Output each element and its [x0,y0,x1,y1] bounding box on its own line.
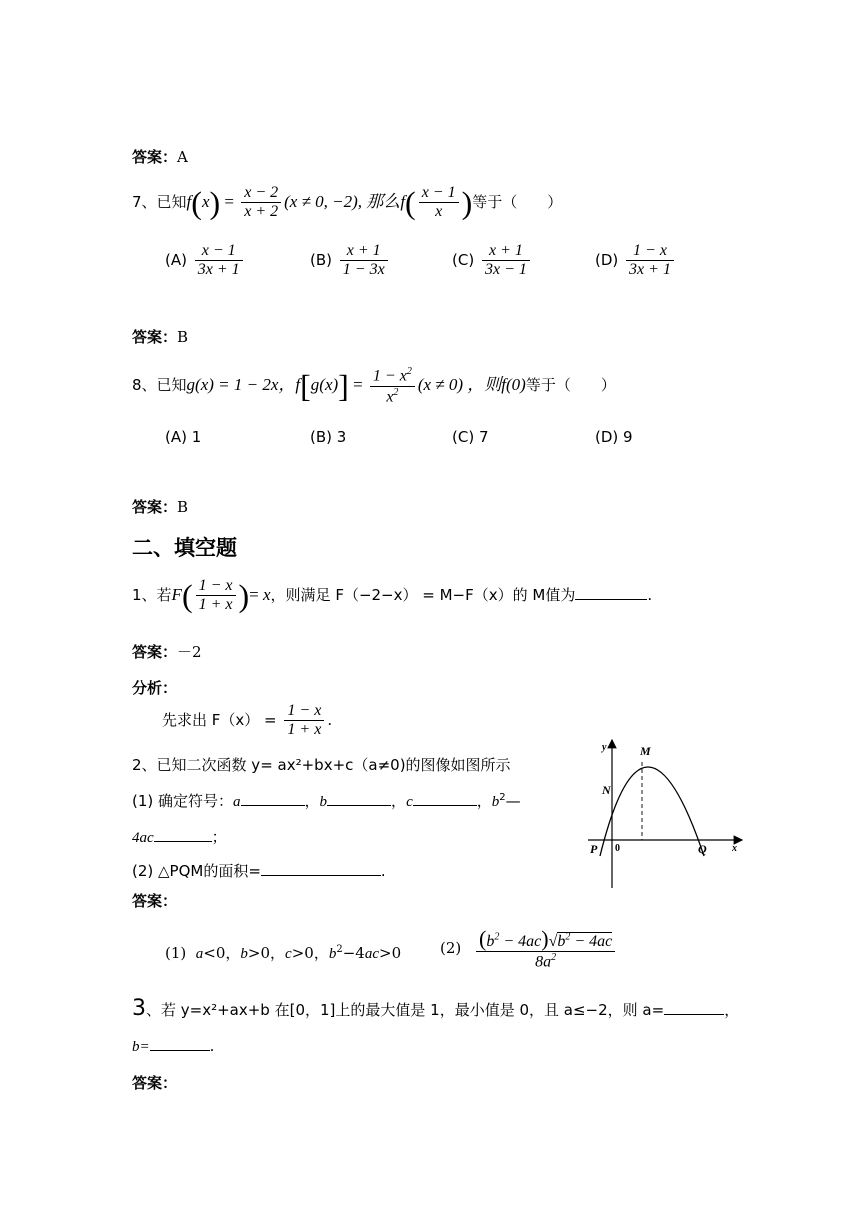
q7-option-a: (A) $\frac{x - 1}{3x + 1}$ [165,242,246,280]
fill-question-1: 1、若F( $\frac{1 - x}{1 + x}$ )= x，则满足 F（−2−x） = M−F（x）的 M值为 . [132,577,653,614]
q7-prefix: 7、已知 [132,192,187,211]
q7-option-c: (C) $\frac{x + 1}{3x - 1}$ [452,242,533,280]
question-8: 8、已知g(x) = 1 − 2x，f[g(x)] = $\frac{1 - x^2}{x^2}$ (x ≠ 0) ，则f(0)等于（ ） [132,366,616,406]
q7-option-d: (D) $\frac{1 - x}{3x + 1}$ [595,242,677,280]
analysis-label: 分析： [132,679,178,697]
blank-discriminant[interactable] [154,827,212,842]
label-M: M [640,744,651,758]
question-7: 7、已知f(x) = $\frac{x - 2}{x + 2}$ (x ≠ 0, −2), 那么f( $\frac{x - 1}{x}$ )等于（ ） [132,184,563,221]
y-label: y [602,742,607,753]
label-origin: 0 [615,843,620,854]
section-heading: 二、填空题 [132,536,237,560]
answer-f2-part2: (2) $\frac{(b^2 - 4ac)√b^2 - 4ac}{8a^2}$ [440,926,618,972]
f1-mid: ，则满足 F（−2−x） = M−F（x）的 M值为 [270,585,576,604]
q8-condition: (x ≠ 0) ，则 [417,375,502,395]
answer-value: A [177,148,188,166]
answer-f3-label: 答案： [132,1074,178,1092]
answer-6 [132,146,188,167]
q8-option-b: (B) 3 [310,428,347,446]
f2-part1-cont: 4ac ； [132,828,227,846]
q8-option-a: (A) 1 [165,428,202,446]
answer-f1: 答案：－2 [132,643,202,661]
parabola-graph [586,736,746,892]
q8-option-c: (C) 7 [452,428,489,446]
answer-f2-label: 答案： [132,892,178,910]
answer-label: 答案： [132,148,178,166]
answer-8: 答案：B [132,498,189,516]
q7-tail: 等于（ ） [472,192,563,211]
label-Q: Q [698,842,707,856]
blank-a-value[interactable] [664,1000,724,1015]
q7-condition: (x ≠ 0, −2), 那么 [284,191,401,211]
f2-part1: (1) 确定符号：a ，b ，c ，$b^2—$ [132,792,521,810]
blank-a[interactable] [241,791,305,806]
f1-analysis: 先求出 F（x） = $\frac{1 - x}{1 + x}$ . [162,702,333,739]
answer-blank[interactable] [575,585,647,600]
label-N: N [602,783,611,797]
blank-b-value[interactable] [150,1036,210,1051]
q8-g-def: g(x) = 1 − 2x， [186,375,296,395]
q7-option-b: (B) $\frac{x + 1}{1 - 3x}$ [310,242,391,280]
x-label: x [732,843,737,854]
fill-question-2: 2、已知二次函数 y= ax²+bx+c（a≠0)的图像如图所示 [132,756,511,774]
fill-question-3-cont: b= . [132,1037,215,1055]
answer-7: 答案：B [132,328,189,346]
blank-area[interactable] [261,861,381,876]
blank-b[interactable] [327,791,391,806]
q7-fraction: $\frac{x - 2}{x + 2}$ [241,184,281,222]
f2-part2: (2) △PQM的面积= . [132,862,386,880]
answer-f2-part1: (1) a<0，b>0，c>0，$b^2-4ac>0$ [165,944,402,962]
fill-question-3: 3、若 y=x²+ax+b 在[0，1]上的最大值是 1，最小值是 0，且 a≤−2，则 a= ， [132,996,740,1021]
label-P: P [590,842,598,856]
q8-option-d: (D) 9 [595,428,633,446]
blank-c[interactable] [413,791,477,806]
